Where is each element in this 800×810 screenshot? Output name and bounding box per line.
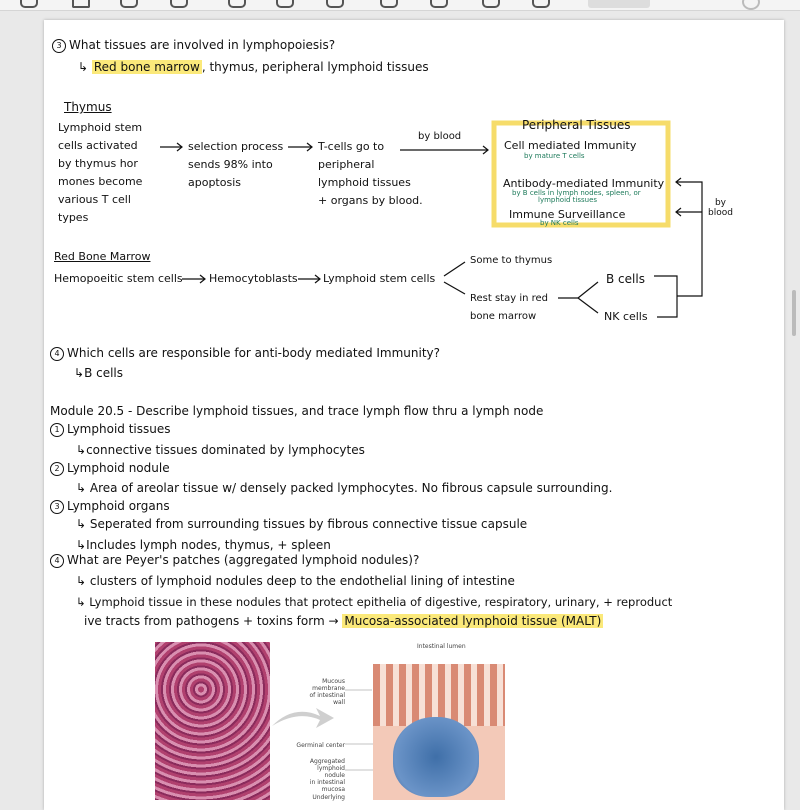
- nk-cells: NK cells: [604, 310, 648, 323]
- q3-answer-highlight: Red bone marrow: [93, 60, 200, 74]
- by-blood-side: by blood: [708, 198, 733, 218]
- by-blood-label: by blood: [418, 131, 462, 142]
- antibody-mediated: Antibody-mediated Immunity: [503, 177, 665, 190]
- immune-surveillance: Immune Surveillance: [509, 208, 626, 221]
- thymus-step2: T-cells go to peripheral lymphoid tissues + organs by blood.: [318, 140, 423, 207]
- antibody-sub-2: lymphoid tissues: [538, 196, 598, 204]
- module-point-4-1: ↳ clusters of lymphoid nodules deep to the endothelial lining of intestine: [76, 574, 515, 588]
- q3-number: 3: [52, 39, 66, 53]
- fork-b: [578, 282, 598, 298]
- rbm-to-thymus: Some to thymus: [470, 255, 553, 266]
- peripheral-title: Peripheral Tissues: [522, 118, 631, 132]
- thymus-desc: Lymphoid stem cells activated by thymus hor mones become various T cell types: [58, 121, 143, 224]
- peyers-patch-figure: [155, 642, 505, 800]
- label-underlying: Underlying: [312, 794, 345, 801]
- label-germinal: Germinal center: [296, 742, 345, 749]
- bracket: [654, 276, 677, 317]
- lymphoid-nodule: [393, 717, 479, 797]
- module-continuation: ive tracts from pathogens + toxins form → Mucosa-associated lymphoid tissue (MALT): [84, 614, 602, 628]
- q4-number: 4: [50, 347, 64, 361]
- b-cells: B cells: [606, 272, 645, 286]
- module-item-2: 2 Lymphoid nodule: [50, 461, 170, 476]
- module-item-1: 1 Lymphoid tissues: [50, 422, 171, 437]
- blood-return: [676, 182, 702, 296]
- module-point-3-1: ↳ Seperated from surrounding tissues by fibrous connective tissue capsule: [76, 517, 528, 531]
- module-item-3: 3 Lymphoid organs: [50, 499, 170, 514]
- q4-question: 4 Which cells are responsible for anti-body mediated Immunity?: [50, 346, 440, 361]
- thymus-heading: Thymus: [64, 100, 112, 114]
- module-point-1-1: ↳connective tissues dominated by lymphocytes: [76, 443, 365, 457]
- label-lumen: Intestinal lumen: [417, 643, 466, 650]
- rbm-hemo: Hemocytoblasts: [209, 272, 298, 285]
- module-point-3-2: ↳Includes lymph nodes, thymus, + spleen: [76, 538, 331, 552]
- antibody-sub-1: by B cells in lymph nodes, spleen, or: [512, 189, 641, 197]
- thymus-step1: selection process sends 98% into apoptosis: [188, 140, 284, 189]
- branch-rest: [444, 282, 465, 294]
- module-title: Module 20.5 - Describe lymphoid tissues, and trace lymph flow thru a lymph node: [50, 404, 544, 418]
- malt-highlight: Mucosa-associated lymphoid tissue (MALT): [344, 614, 602, 628]
- fork-nk: [578, 298, 598, 313]
- rbm-stem: Hemopoeitic stem cells: [54, 272, 183, 285]
- module-point-2-1: ↳ Area of areolar tissue w/ densely packed lymphocytes. No fibrous capsule surrounding.: [76, 481, 613, 495]
- q3-answer: ↳ Red bone marrow , thymus, peripheral lymphoid tissues: [78, 60, 429, 74]
- rbm-rest: Rest stay in red bone marrow: [470, 293, 549, 322]
- villi: [373, 656, 505, 726]
- q4-answer: ↳B cells: [74, 366, 124, 380]
- label-aggregated: Aggregated lymphoid nodule in intestinal mucosa: [309, 758, 345, 793]
- cell-mediated-sub: by mature T cells: [524, 152, 585, 160]
- cell-mediated: Cell mediated Immunity: [504, 139, 637, 152]
- module-item-4: 4 What are Peyer's patches (aggregated lymphoid nodules)?: [50, 553, 419, 568]
- q3-question: 3 What tissues are involved in lymphopoiesis?: [52, 38, 335, 53]
- rbm-heading: Red Bone Marrow: [54, 250, 151, 263]
- module-point-4-2: ↳ Lymphoid tissue in these nodules that protect epithelia of digestive, respiratory, urinary, + reproduct: [76, 595, 673, 609]
- rbm-lymphoid: Lymphoid stem cells: [323, 272, 436, 285]
- intestine-illustration: [373, 642, 505, 800]
- label-mucous: Mucous membrane of intestinal wall: [309, 678, 345, 706]
- micrograph-image: [155, 642, 270, 800]
- surveillance-sub: by NK cells: [540, 219, 579, 227]
- branch-thymus: [444, 262, 465, 276]
